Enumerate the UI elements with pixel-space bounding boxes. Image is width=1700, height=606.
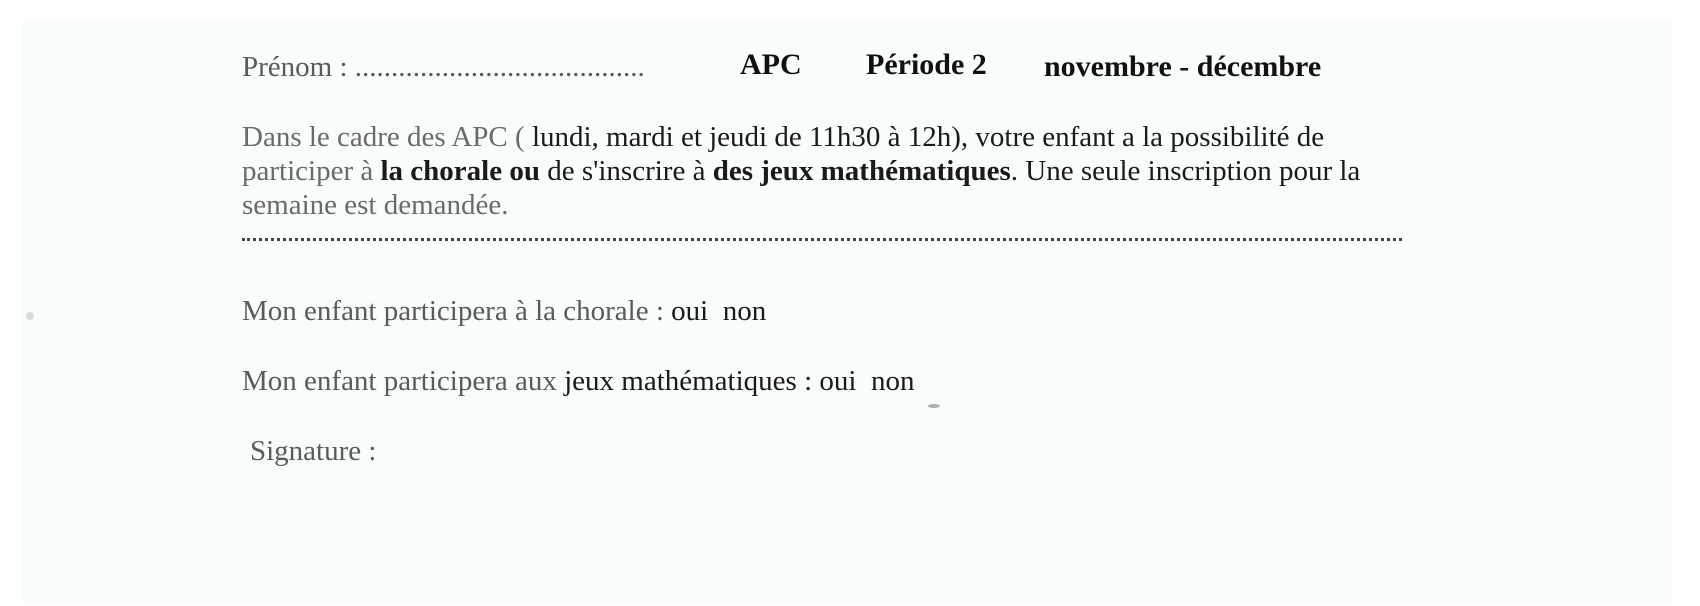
signature-label: Signature : <box>250 435 377 467</box>
intro-text-faded: Dans le cadre des APC ( <box>242 121 532 153</box>
scan-speck <box>26 312 34 320</box>
chorale-emphasis: la chorale ou <box>380 155 540 187</box>
chorale-options: oui non <box>671 295 767 327</box>
form-sheet <box>22 22 1672 602</box>
jeux-emphasis: des jeux mathématiques <box>712 155 1011 187</box>
intro-line-3 <box>242 188 1482 222</box>
intro-text: lundi, mardi et jeudi de 11h30 à 12h), votre enfant a la possibilité de <box>531 121 1325 153</box>
jeux-options: oui non <box>819 365 915 397</box>
jeux-question <box>242 364 914 398</box>
chorale-label: Mon enfant participera à la chorale : <box>242 295 672 327</box>
months-title: novembre - décembre <box>1044 50 1322 83</box>
apc-title: APC <box>740 48 802 81</box>
prenom-field-label: Prénom : ........................................ <box>242 51 645 83</box>
intro-text: de s'inscrire à <box>539 155 713 187</box>
periode-title: Période 2 <box>866 48 987 81</box>
dotted-separator <box>242 234 1402 241</box>
intro-line-2 <box>242 154 1482 188</box>
intro-paragraph <box>242 120 1482 222</box>
chorale-question <box>242 294 766 328</box>
intro-line-1 <box>242 120 1482 154</box>
jeux-label-faded: Mon enfant participera aux <box>242 365 565 397</box>
intro-text: . Une seule inscription pour la <box>1010 155 1361 187</box>
scan-speck <box>928 404 940 408</box>
intro-text-faded: participer à <box>242 155 381 187</box>
intro-text-faded: semaine est demandée. <box>242 189 509 221</box>
jeux-label: jeux mathématiques : <box>564 365 820 397</box>
